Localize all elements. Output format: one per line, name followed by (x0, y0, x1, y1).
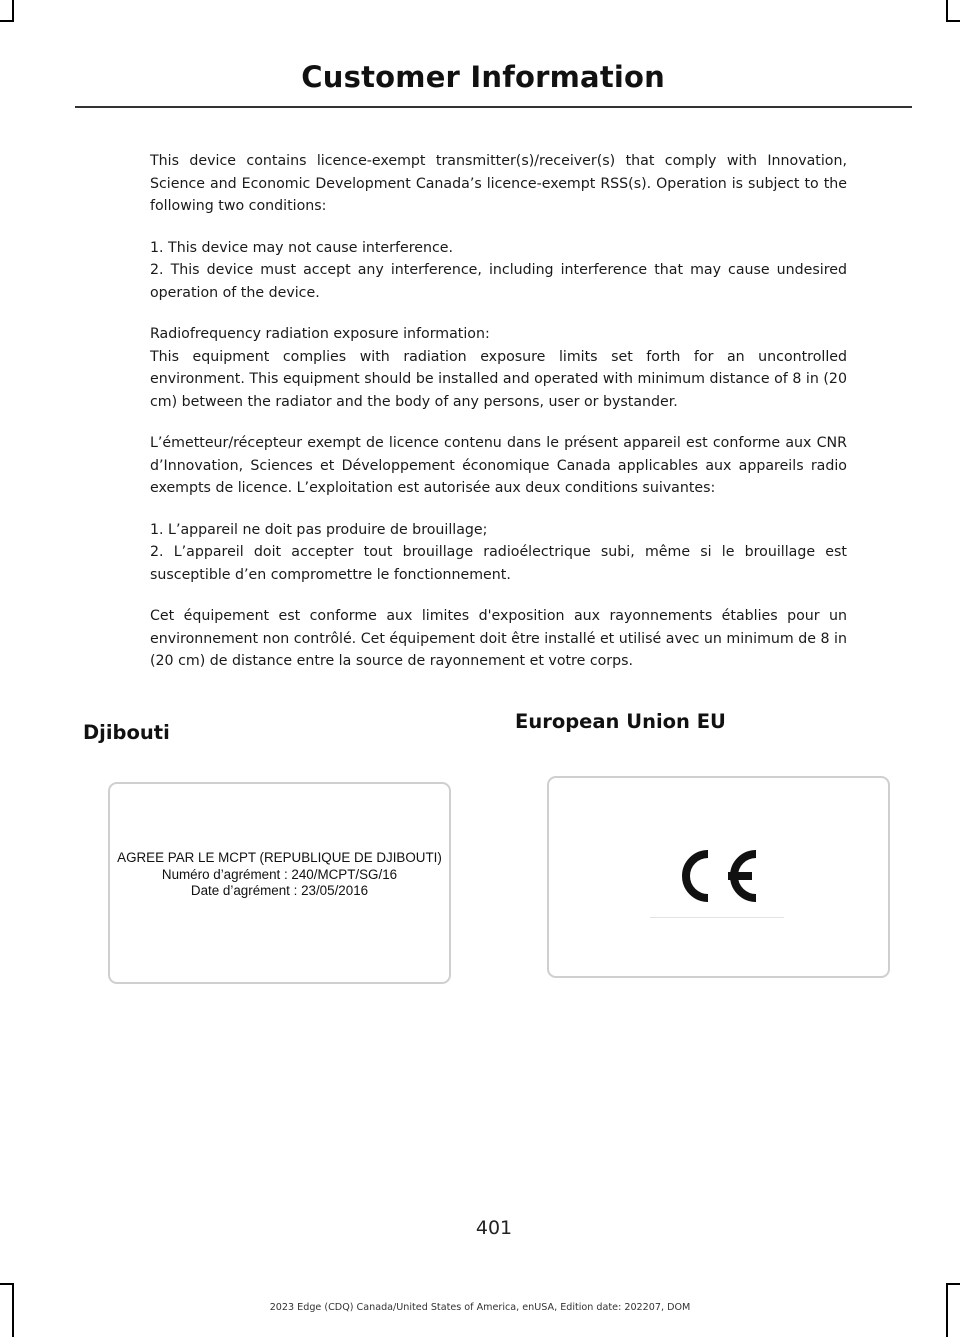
paragraph: Radiofrequency radiation exposure information: (150, 326, 490, 342)
djibouti-approval-label (108, 782, 451, 984)
paragraph: 1. This device may not cause interference. (150, 239, 454, 256)
label-line: AGREE PAR LE MCPT (REPUBLIQUE DE DJIBOUTI) (117, 850, 442, 865)
crop-mark (946, 1283, 960, 1285)
crop-mark (0, 20, 14, 22)
ce-mark-icon (678, 848, 760, 904)
paragraph: This equipment complies with radiation exposure limits set forth for an uncontrolled environment. This equipment should be installed and operated with minimum distance of 8 in (20 cm) between the radiator and the body of any persons, user or bystander. (150, 348, 847, 410)
label-line: Numéro d’agrément : 240/MCPT/SG/16 (161, 866, 398, 882)
page-title: Customer Information (301, 60, 665, 94)
page-number: 401 (475, 1217, 513, 1239)
crop-mark (946, 0, 948, 22)
ce-e-bar (728, 872, 752, 880)
djibouti-heading: Djibouti (83, 721, 170, 744)
paragraph: This device contains licence-exempt transmitter(s)/receiver(s) that comply with Innovation, Science and Economic Development Canada’s licence-exempt RSS(s). Operation is subject to the following two conditions: (150, 153, 847, 214)
paragraph: 1. L’appareil ne doit pas produire de brouillage; (150, 521, 488, 538)
crop-mark (0, 1283, 14, 1285)
regulatory-text (150, 150, 847, 692)
edition-footer: 2023 Edge (CDQ) Canada/United States of America, enUSA, Edition date: 202207, DOM (269, 1302, 691, 1313)
divider (650, 917, 784, 918)
paragraph: Cet équipement est conforme aux limites d'exposition aux rayonnements établies pour un environnement non contrôlé. Cet équipement doit être installé et utilisé avec un minimum de 8 in (20 cm) de distance entre la source de rayonnement et votre corps. (150, 608, 847, 669)
label-line: Date d’agrément : 23/05/2016 (190, 883, 369, 898)
eu-heading: European Union EU (515, 710, 726, 733)
crop-mark (12, 0, 14, 22)
paragraph: 2. L’appareil doit accepter tout brouillage radioélectrique subi, même si le brouillage est susceptible d’en compromettre le fonctionnement. (150, 544, 847, 583)
paragraph: L’émetteur/récepteur exempt de licence contenu dans le présent appareil est conforme aux CNR d’Innovation, Sciences et Développement économique Canada applicables aux appareils radio exempts de licence. L’exploitation est autorisée aux deux conditions suivantes: (150, 435, 847, 496)
paragraph: 2. This device must accept any interference, including interference that may cause undesired operation of the device. (150, 262, 847, 301)
crop-mark (946, 20, 960, 22)
ce-c-letter (686, 854, 708, 898)
djibouti-label-text (110, 850, 449, 900)
header-divider (75, 106, 912, 108)
